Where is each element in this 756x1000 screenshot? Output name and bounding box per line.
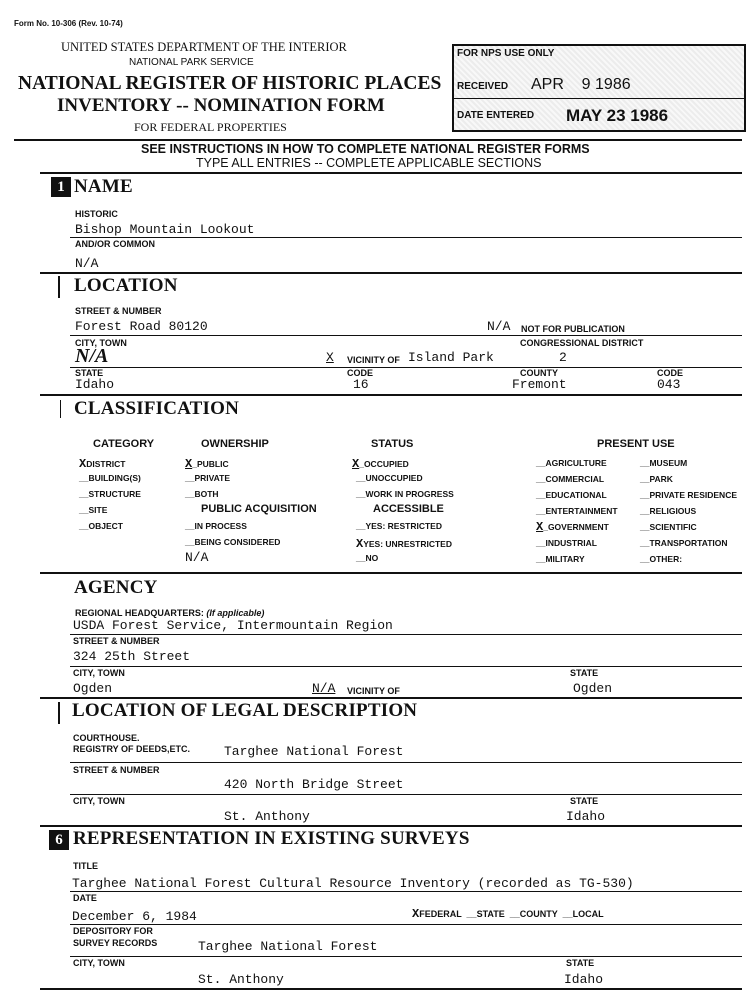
accessible-item[interactable]: __YES: RESTRICTED	[356, 521, 442, 531]
present-use-item[interactable]: __EDUCATIONAL	[536, 490, 607, 500]
present-use-label: RELIGIOUS	[649, 506, 697, 516]
agency-city-label: CITY, TOWN	[73, 668, 125, 678]
present-use-label: MUSEUM	[649, 458, 688, 468]
survey-city-label: CITY, TOWN	[73, 958, 125, 968]
category-label: BUILDING(S)	[88, 473, 141, 483]
ownership-label: PUBLIC	[196, 459, 229, 469]
instructions-line1: SEE INSTRUCTIONS IN HOW TO COMPLETE NATIONAL REGISTER FORMS	[141, 142, 590, 156]
department-heading: UNITED STATES DEPARTMENT OF THE INTERIOR	[61, 40, 347, 54]
state-label: STATE	[75, 368, 104, 378]
section-1-title: NAME	[74, 176, 133, 197]
section-1-number: 1	[51, 177, 71, 197]
agency-street-value: 324 25th Street	[73, 649, 191, 664]
headquarters-label-text: REGIONAL HEADQUARTERS:	[75, 608, 204, 618]
state-option: STATE	[476, 909, 505, 919]
city-rule	[70, 367, 742, 368]
present-use-item[interactable]: __SCIENTIFIC	[640, 522, 697, 532]
category-item[interactable]: __SITE	[79, 505, 108, 515]
category-label: STRUCTURE	[88, 489, 141, 499]
common-value: N/A	[75, 256, 99, 271]
common-label: AND/OR COMMON	[75, 239, 155, 249]
form-title-line1: NATIONAL REGISTER OF HISTORIC PLACES	[18, 73, 442, 94]
legal-city-value: St. Anthony	[224, 809, 310, 824]
vicinity-label: VICINITY OF	[347, 355, 400, 365]
historic-label: HISTORIC	[75, 209, 118, 219]
category-label: DISTRICT	[86, 459, 126, 469]
present-use-label: SCIENTIFIC	[649, 522, 697, 532]
section-6-title: REPRESENTATION IN EXISTING SURVEYS	[73, 828, 470, 849]
section-5-marker	[58, 702, 60, 724]
headquarters-label	[75, 608, 264, 618]
survey-state-label: STATE	[566, 958, 595, 968]
service-heading: NATIONAL PARK SERVICE	[129, 57, 254, 68]
status-label: OCCUPIED	[363, 459, 409, 469]
category-label: OBJECT	[88, 521, 123, 531]
present-use-label: MILITARY	[545, 554, 585, 564]
headquarters-rule	[70, 634, 742, 635]
received-date: APR 9 1986	[531, 76, 631, 93]
section-5-rule	[40, 825, 742, 827]
accessible-heading: ACCESSIBLE	[373, 503, 444, 515]
county-label: COUNTY	[520, 368, 558, 378]
present-use-item[interactable]: __MUSEUM	[640, 458, 688, 468]
agency-vicinity-label: VICINITY OF	[347, 686, 400, 696]
instructions-rule	[40, 172, 742, 174]
courthouse-value: Targhee National Forest	[224, 744, 404, 759]
section-5-title: LOCATION OF LEGAL DESCRIPTION	[72, 700, 418, 721]
status-item[interactable]: __WORK IN PROGRESS	[356, 489, 454, 499]
legal-street-rule	[70, 794, 742, 795]
ownership-item[interactable]: X_PUBLIC	[185, 457, 229, 471]
county-value: Fremont	[512, 377, 567, 392]
agency-street-rule	[70, 666, 742, 667]
present-use-label: TRANSPORTATION	[649, 538, 728, 548]
survey-date-value: December 6, 1984	[72, 909, 197, 924]
vicinity-mark: X	[326, 350, 334, 365]
depository-label-2: SURVEY RECORDS	[73, 938, 158, 948]
street-label: STREET & NUMBER	[75, 306, 162, 316]
agency-state-label: STATE	[570, 668, 599, 678]
section-2-marker	[58, 276, 60, 298]
present-use-label: PRIVATE RESIDENCE	[649, 490, 738, 500]
legal-state-value: Idaho	[566, 809, 606, 824]
present-use-item[interactable]: X_GOVERNMENT	[536, 520, 609, 534]
survey-state-value: Idaho	[564, 972, 604, 987]
state-value: Idaho	[75, 377, 115, 392]
date-entered-value: MAY 23 1986	[566, 106, 669, 125]
present-use-item[interactable]: __PARK	[640, 474, 673, 484]
category-item[interactable]: __BUILDING(S)	[79, 473, 141, 483]
status-label: UNOCCUPIED	[365, 473, 423, 483]
congressional-district-label: CONGRESSIONAL DISTRICT	[520, 338, 644, 348]
date-entered-label: DATE ENTERED	[457, 110, 535, 121]
state-code-label: CODE	[347, 368, 374, 378]
section-4-rule	[40, 697, 742, 699]
congressional-district-value: 2	[559, 350, 567, 365]
legal-street-value: 420 North Bridge Street	[224, 777, 404, 792]
present-use-label: GOVERNMENT	[547, 522, 609, 532]
historic-value: Bishop Mountain Lookout	[75, 222, 255, 237]
public-acquisition-heading: PUBLIC ACQUISITION	[201, 503, 317, 515]
status-item[interactable]: __UNOCCUPIED	[356, 473, 423, 483]
city-value: N/A	[75, 345, 109, 367]
accessible-item[interactable]	[356, 537, 452, 551]
agency-street-label: STREET & NUMBER	[73, 636, 160, 646]
courthouse-rule	[70, 762, 742, 763]
depository-value: Targhee National Forest	[198, 939, 378, 954]
ownership-label: PRIVATE	[194, 473, 231, 483]
nps-box-heading: FOR NPS USE ONLY	[457, 48, 555, 59]
survey-title-rule	[70, 891, 742, 892]
section-3-rule	[40, 572, 742, 574]
ownership-label: BOTH	[194, 489, 219, 499]
accessible-label: NO	[365, 553, 379, 563]
acquisition-value: N/A	[185, 550, 209, 565]
present-use-item[interactable]: __MILITARY	[536, 554, 585, 564]
accessible-label: YES: RESTRICTED	[365, 521, 442, 531]
present-use-label: AGRICULTURE	[545, 458, 607, 468]
category-mark: X	[79, 457, 87, 471]
city-label: CITY, TOWN	[75, 338, 127, 348]
section-6-number: 6	[49, 830, 69, 850]
present-use-label: COMMERCIAL	[545, 474, 605, 484]
county-option: COUNTY	[519, 909, 558, 919]
form-title-line2: INVENTORY -- NOMINATION FORM	[57, 95, 385, 116]
acquisition-item[interactable]: __IN PROCESS	[185, 521, 247, 531]
federal-label: FEDERAL	[419, 909, 462, 919]
street-rule	[70, 335, 742, 336]
vicinity-value: Island Park	[408, 350, 494, 365]
ownership-heading: OWNERSHIP	[201, 438, 269, 450]
present-use-item[interactable]: __COMMERCIAL	[536, 474, 605, 484]
present-use-label: OTHER:	[649, 554, 683, 564]
header-rule	[14, 139, 742, 141]
category-label: SITE	[88, 505, 108, 515]
instructions-line2: TYPE ALL ENTRIES -- COMPLETE APPLICABLE SECTIONS	[196, 156, 542, 170]
section-3-marker	[60, 400, 61, 418]
acquisition-item[interactable]: __BEING CONSIDERED	[185, 537, 281, 547]
agency-city-value: Ogden	[73, 681, 113, 696]
form-subtitle: FOR FEDERAL PROPERTIES	[134, 120, 287, 134]
ownership-item[interactable]: __BOTH	[185, 489, 219, 499]
state-code-value: 16	[353, 377, 369, 392]
county-code-value: 043	[657, 377, 681, 392]
category-heading: CATEGORY	[93, 438, 155, 450]
legal-street-label: STREET & NUMBER	[73, 765, 160, 775]
survey-city-value: St. Anthony	[198, 972, 284, 987]
agency-state-value: Ogden	[573, 681, 613, 696]
present-use-label: ENTERTAINMENT	[545, 506, 618, 516]
accessible-label: YES: UNRESTRICTED	[363, 539, 452, 549]
present-use-item[interactable]: __RELIGIOUS	[640, 506, 697, 516]
received-label: RECEIVED	[457, 81, 509, 92]
street-value: Forest Road 80120	[75, 319, 208, 334]
status-label: WORK IN PROGRESS	[365, 489, 454, 499]
survey-level-options[interactable]: XFEDERAL __STATE __COUNTY __LOCAL	[412, 907, 604, 921]
legal-city-label: CITY, TOWN	[73, 796, 125, 806]
category-item[interactable]: __STRUCTURE	[79, 489, 141, 499]
headquarters-note: (If applicable)	[206, 608, 265, 618]
section-4-title: AGENCY	[74, 577, 158, 598]
present-use-item[interactable]: __PRIVATE RESIDENCE	[640, 490, 738, 500]
status-mark: X	[352, 457, 360, 471]
survey-title-value: Targhee National Forest Cultural Resource Inventory (recorded as TG-530)	[72, 876, 634, 891]
section-2-rule	[40, 394, 742, 396]
historic-rule	[70, 237, 742, 238]
status-item[interactable]: X_OCCUPIED	[352, 457, 409, 471]
legal-state-label: STATE	[570, 796, 599, 806]
section-1-rule	[40, 272, 742, 274]
present-use-item[interactable]: __TRANSPORTATION	[640, 538, 728, 548]
section-3-title: CLASSIFICATION	[74, 398, 240, 419]
acquisition-label: BEING CONSIDERED	[194, 537, 281, 547]
status-heading: STATUS	[371, 438, 414, 450]
county-code-label: CODE	[657, 368, 684, 378]
category-item[interactable]	[79, 457, 125, 471]
survey-date-label: DATE	[73, 893, 97, 903]
local-option: LOCAL	[572, 909, 604, 919]
survey-title-label: TITLE	[73, 861, 98, 871]
present-use-mark: X	[536, 520, 544, 534]
received-rule	[454, 98, 744, 99]
depository-label-1: DEPOSITORY FOR	[73, 926, 153, 936]
present-use-item[interactable]: __INDUSTRIAL	[536, 538, 597, 548]
not-for-publication-label: NOT FOR PUBLICATION	[521, 324, 625, 334]
present-use-label: INDUSTRIAL	[545, 538, 597, 548]
registry-label: REGISTRY OF DEEDS,ETC.	[73, 744, 191, 754]
ownership-mark: X	[185, 457, 193, 471]
nps-use-only-box	[452, 44, 746, 132]
acquisition-label: IN PROCESS	[194, 521, 247, 531]
present-use-item[interactable]: __ENTERTAINMENT	[536, 506, 618, 516]
present-use-item[interactable]: __OTHER:	[640, 554, 683, 564]
accessible-item[interactable]: __NO	[356, 553, 379, 563]
form-number: Form No. 10-306 (Rev. 10-74)	[14, 19, 123, 28]
agency-vicinity-value: N/A	[312, 681, 336, 696]
present-use-label: EDUCATIONAL	[545, 490, 607, 500]
depository-rule	[70, 956, 742, 957]
not-for-publication-value: N/A	[487, 319, 511, 334]
section-2-title: LOCATION	[74, 275, 178, 296]
present-use-heading: PRESENT USE	[597, 438, 675, 450]
federal-mark: X	[412, 907, 420, 921]
headquarters-value: USDA Forest Service, Intermountain Region	[73, 618, 393, 633]
present-use-item[interactable]: __AGRICULTURE	[536, 458, 607, 468]
category-item[interactable]: __OBJECT	[79, 521, 123, 531]
section-6-rule	[40, 988, 742, 990]
survey-date-rule	[70, 924, 742, 925]
accessible-mark: X	[356, 537, 364, 551]
courthouse-label: COURTHOUSE.	[73, 733, 140, 743]
ownership-item[interactable]: __PRIVATE	[185, 473, 231, 483]
present-use-label: PARK	[649, 474, 673, 484]
